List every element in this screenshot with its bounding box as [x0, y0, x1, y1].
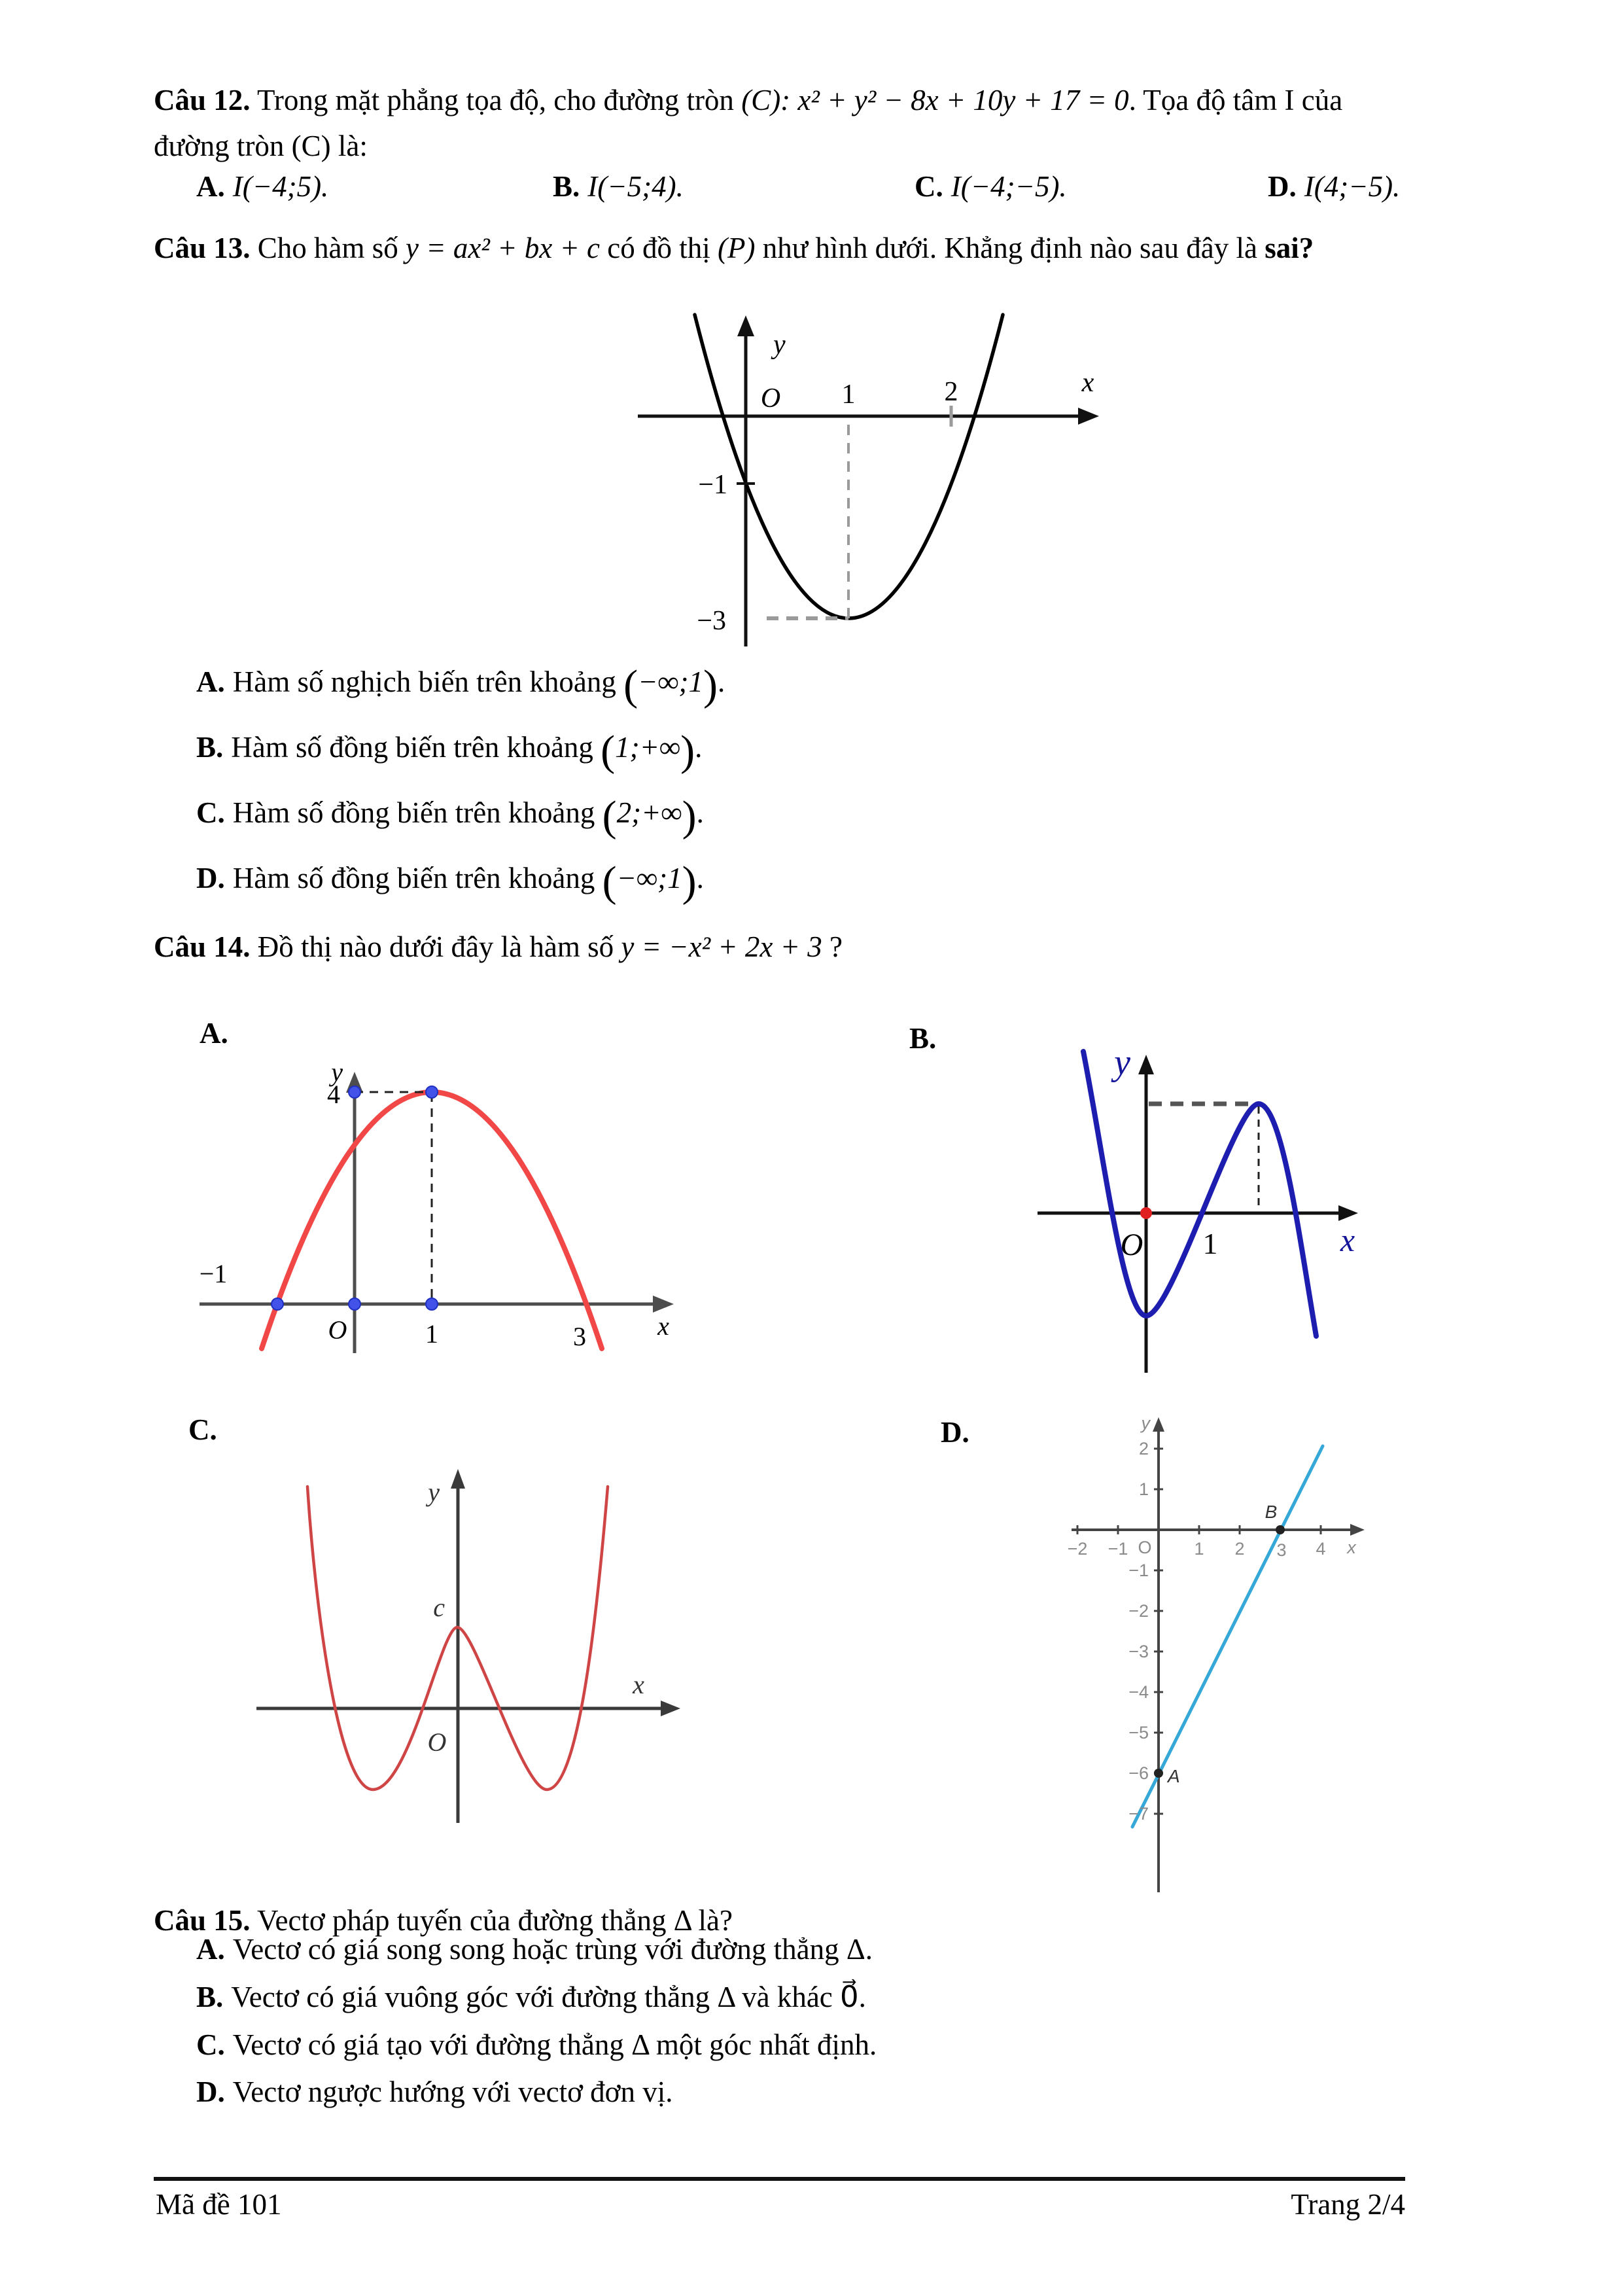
tick-label-minus1: −1 — [698, 470, 727, 500]
period: . — [718, 665, 725, 698]
point-A — [1154, 1769, 1163, 1778]
option-letter: A. — [196, 1933, 225, 1966]
q13-number: Câu 13. — [154, 232, 251, 264]
q13-question — [154, 230, 1314, 266]
q15-option-c — [196, 2027, 877, 2062]
q12-equation: (C): x² + y² − 8x + 10y + 17 = 0 — [741, 84, 1129, 116]
point-0-4 — [349, 1086, 360, 1098]
interval: 1;+∞ — [615, 731, 681, 764]
point-vertex — [426, 1086, 438, 1098]
q14-question — [154, 929, 843, 964]
q14-fig-b-letter: B. — [909, 1022, 937, 1055]
option-letter: A. — [196, 170, 225, 203]
ytick-minus5: −5 — [1128, 1723, 1149, 1742]
option-text: Hàm số đồng biến trên khoảng — [231, 731, 601, 764]
q12-option-a — [196, 169, 328, 204]
q12-option-b — [553, 169, 684, 204]
q13-option-d — [196, 858, 704, 906]
q14-fig-d-letter: D. — [941, 1416, 969, 1449]
tick-label-2: 2 — [944, 377, 958, 407]
y-axis-arrow — [737, 315, 754, 336]
point-minus1-0 — [271, 1298, 283, 1310]
tick-label-1: 1 — [1202, 1227, 1218, 1260]
x-axis-arrow — [1338, 1205, 1358, 1221]
y-axis-label: y — [1141, 1413, 1150, 1433]
q14-fig-c-letter: C. — [188, 1413, 217, 1446]
ytick-minus3: −3 — [1128, 1642, 1149, 1661]
x-tick-labels — [1068, 1539, 1326, 1560]
xtick-3: 3 — [1276, 1540, 1287, 1560]
ytick-1: 1 — [1138, 1479, 1149, 1499]
q14-post: ? — [822, 930, 843, 963]
q14-figure-b — [1021, 1034, 1387, 1381]
origin-label: O — [427, 1727, 447, 1757]
y-axis-label: y — [428, 1477, 440, 1507]
interval: 2;+∞ — [616, 796, 682, 829]
y-axis-label: y — [773, 330, 786, 360]
x-axis-label: x — [633, 1670, 644, 1699]
option-value: I(4;−5). — [1304, 170, 1401, 203]
open-paren: ( — [602, 858, 617, 906]
q12-pre: Trong mặt phẳng tọa độ, cho đường tròn — [250, 84, 742, 116]
point-A-label: A — [1168, 1766, 1180, 1786]
origin-point — [1140, 1207, 1152, 1219]
option-letter: D. — [1268, 170, 1297, 203]
origin-label: O — [760, 383, 781, 414]
q14-number: Câu 14. — [154, 930, 251, 963]
close-paren: ) — [703, 662, 718, 709]
q15-option-a — [196, 1932, 873, 1967]
q13-pre: Cho hàm số — [250, 232, 406, 264]
option-letter: B. — [553, 170, 580, 203]
open-paren: ( — [601, 727, 616, 775]
tick-label-minus1: −1 — [199, 1259, 228, 1288]
q13-p-label: (P) — [718, 232, 756, 264]
tick-label-3: 3 — [573, 1322, 586, 1351]
option-value: I(−4;5). — [232, 170, 329, 203]
option-letter: C. — [196, 2028, 225, 2061]
y-axis-arrow — [451, 1469, 465, 1489]
q12-post: . Tọa độ tâm I của — [1128, 84, 1343, 116]
point-origin — [349, 1298, 360, 1310]
tick-label-1: 1 — [425, 1319, 438, 1349]
close-paren: ) — [682, 792, 697, 840]
x-axis-arrow — [661, 1701, 680, 1716]
y-axis-arrow — [1153, 1417, 1164, 1432]
point-B-label: B — [1265, 1502, 1278, 1522]
q12-number: Câu 12. — [154, 84, 251, 116]
x-axis-label: x — [1347, 1538, 1356, 1557]
tick-label-minus3: −3 — [697, 606, 726, 636]
y-tick-labels — [1128, 1439, 1152, 1824]
open-paren: ( — [623, 662, 638, 709]
q12-line2: đường tròn (C) là: — [154, 130, 368, 162]
q13-post: như hình dưới. Khẳng định nào sau đây là — [755, 232, 1265, 264]
q13-parabola-figure — [628, 288, 1138, 661]
origin-label: O — [1138, 1538, 1152, 1557]
x-axis-label: x — [1340, 1222, 1355, 1258]
open-paren: ( — [602, 792, 617, 840]
q12-line1 — [154, 82, 1342, 118]
q15-option-b — [196, 1979, 866, 2015]
xtick-minus2: −2 — [1067, 1539, 1088, 1559]
origin-label: O — [328, 1315, 347, 1345]
q14-equation: y = −x² + 2x + 3 — [621, 930, 822, 963]
footer-page-number: Trang 2/4 — [1291, 2188, 1405, 2221]
q13-equation: y = ax² + bx + c — [406, 232, 601, 264]
ytick-2: 2 — [1138, 1439, 1149, 1458]
point-B — [1276, 1525, 1285, 1534]
ytick-minus6: −6 — [1128, 1763, 1149, 1783]
axis-ticks — [1077, 1449, 1321, 1814]
tick-label-1: 1 — [841, 380, 856, 410]
ytick-minus4: −4 — [1128, 1682, 1149, 1702]
option-letter: B. — [196, 1981, 224, 2013]
period: . — [696, 796, 704, 829]
q14-figure-c — [249, 1433, 837, 1839]
q15-number: Câu 15. — [154, 1904, 251, 1937]
interval: −∞;1 — [616, 862, 682, 894]
option-text: Hàm số đồng biến trên khoảng — [232, 796, 602, 829]
xtick-minus1: −1 — [1108, 1539, 1128, 1559]
period: . — [696, 862, 704, 894]
y-axis-arrow — [1138, 1055, 1154, 1074]
x-axis-arrow — [1078, 408, 1099, 425]
option-letter: D. — [196, 862, 225, 894]
option-text: Vectơ có giá song song hoặc trùng với đường thẳng Δ. — [232, 1933, 873, 1966]
q15-text: Vectơ pháp tuyến của đường thẳng Δ là? — [250, 1904, 733, 1937]
xtick-4: 4 — [1316, 1539, 1326, 1559]
q13-bold-end: sai? — [1265, 232, 1314, 264]
point-1-0 — [426, 1298, 438, 1310]
option-text: Hàm số nghịch biến trên khoảng — [232, 665, 624, 698]
q14-figure-d — [1066, 1407, 1393, 1904]
q14-fig-a-letter: A. — [200, 1017, 228, 1050]
q14-figure-a — [190, 1047, 700, 1371]
option-letter: D. — [196, 2075, 225, 2108]
option-text: Vectơ có giá vuông góc với đường thẳng Δ và khác 0⃗. — [231, 1981, 866, 2013]
option-value: I(−5;4). — [587, 170, 684, 203]
q13-option-c — [196, 792, 704, 840]
y-axis-label: y — [331, 1057, 343, 1087]
origin-label: O — [1120, 1227, 1143, 1262]
q14-pre: Đồ thị nào dưới đây là hàm số — [250, 930, 621, 963]
footer-divider — [154, 2177, 1405, 2181]
option-letter: C. — [915, 170, 943, 203]
x-axis-label: x — [657, 1311, 669, 1341]
close-paren: ) — [680, 727, 695, 775]
tick-label-4: 4 — [327, 1080, 340, 1109]
option-letter: C. — [196, 796, 225, 829]
x-axis-label: x — [1081, 368, 1094, 398]
close-paren: ) — [682, 858, 697, 906]
cubic-curve — [1083, 1051, 1316, 1336]
option-text: Vectơ ngược hướng với vectơ đơn vị. — [232, 2075, 673, 2108]
x-axis-arrow — [653, 1296, 674, 1313]
q15-option-d — [196, 2074, 672, 2110]
footer-exam-code: Mã đề 101 — [156, 2188, 282, 2221]
period: . — [695, 731, 703, 764]
ytick-minus1: −1 — [1128, 1561, 1149, 1580]
option-text: Vectơ có giá tạo với đường thẳng Δ một góc nhất định. — [232, 2028, 877, 2061]
xtick-1: 1 — [1194, 1539, 1204, 1559]
option-value: I(−4;−5). — [951, 170, 1067, 203]
interval: −∞;1 — [638, 665, 704, 698]
c-label: c — [433, 1593, 445, 1622]
option-text: Hàm số đồng biến trên khoảng — [232, 862, 602, 894]
xtick-2: 2 — [1234, 1539, 1245, 1559]
q12-option-c — [915, 169, 1067, 204]
q12-option-d — [1268, 169, 1400, 204]
q13-option-b — [196, 727, 703, 775]
option-letter: A. — [196, 665, 225, 698]
x-axis-arrow — [1350, 1524, 1365, 1536]
ytick-minus7: −7 — [1128, 1804, 1149, 1824]
ytick-minus2: −2 — [1128, 1601, 1149, 1621]
y-axis-label: y — [1114, 1042, 1130, 1083]
option-letter: B. — [196, 731, 224, 764]
q13-option-a — [196, 662, 725, 709]
q13-mid: có đồ thị — [600, 232, 718, 264]
